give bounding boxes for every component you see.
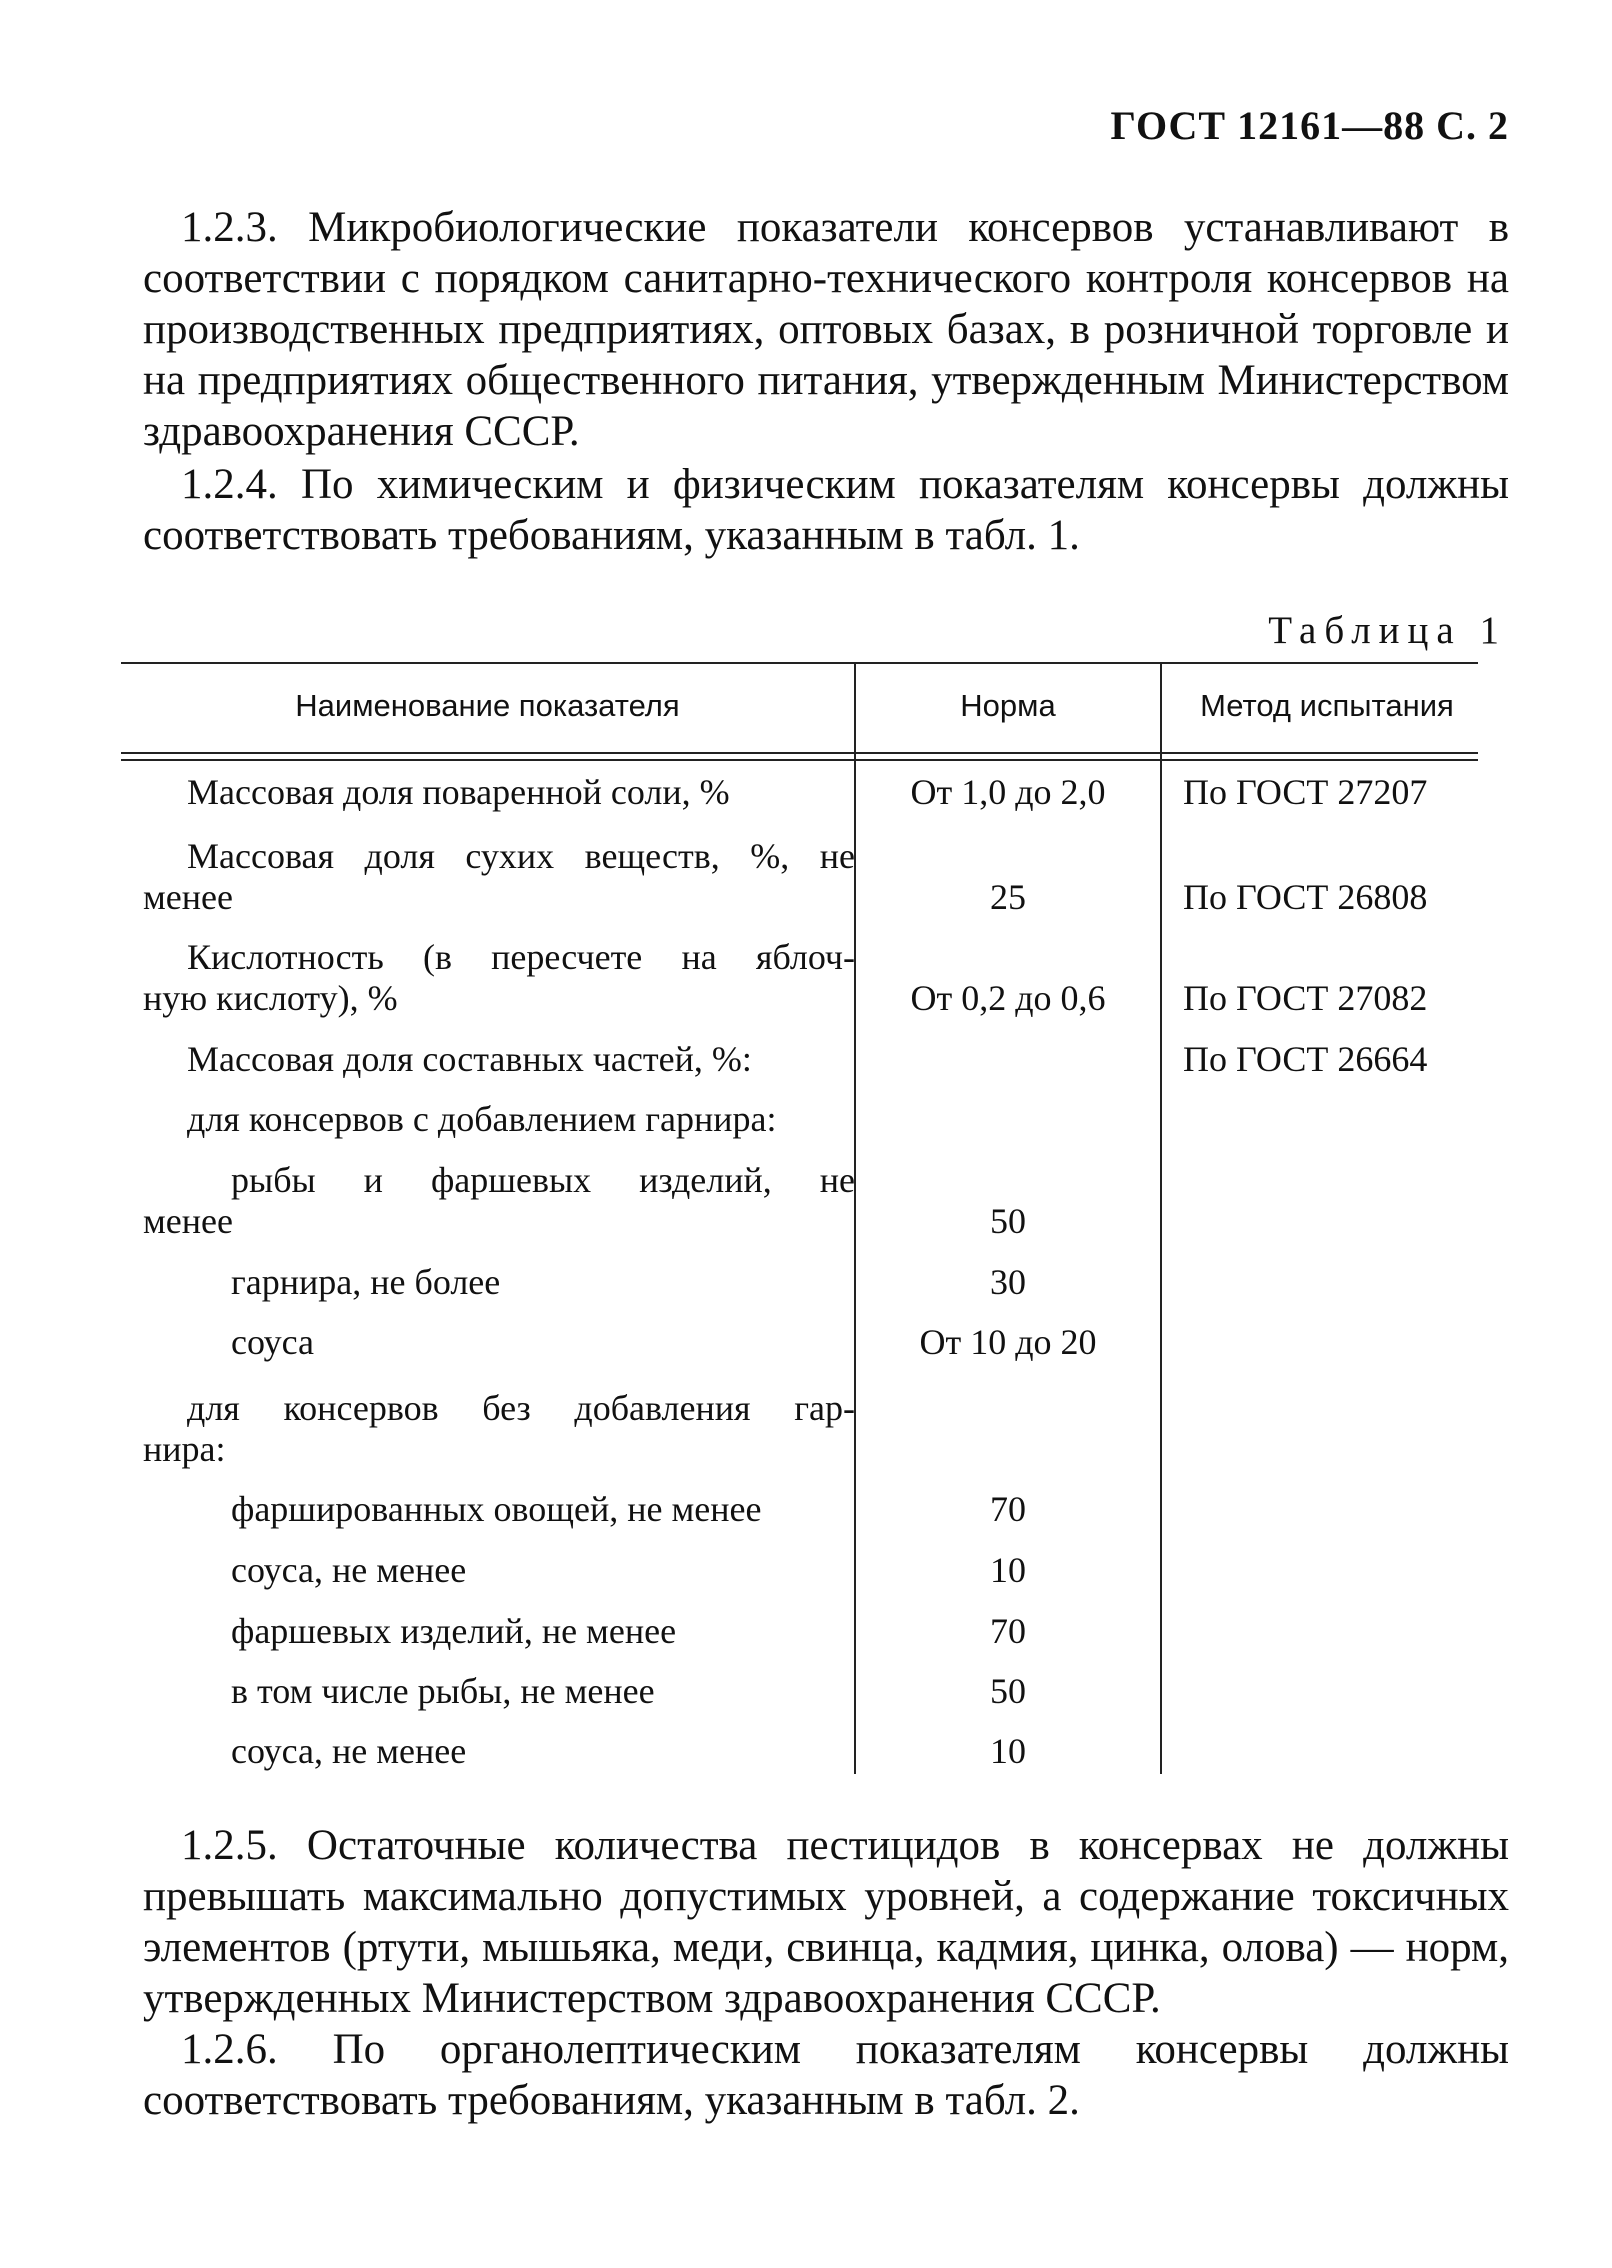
table-row-name: фаршированных овощей, не менее [231,1489,762,1529]
table-row-name: соуса [231,1322,315,1362]
paragraph-1-2-4: 1.2.4. По химическим и физическим показателям консервы должны соответствовать требованиям, указанным в табл. 1. [143,461,1509,559]
table-row-method: По ГОСТ 27207 [1183,772,1428,812]
table-row-name: для консервов с добавлением гарнира: [187,1099,777,1139]
table-row-method: По ГОСТ 26808 [1183,877,1428,917]
table-row-name: Массовая доля поваренной соли, % [187,772,730,812]
table-row-name-cont: менее [143,1201,233,1241]
paragraph-1-2-5: 1.2.5. Остаточные количества пестицидов в консервах не должны превышать максимально допустимых уровней, а содержание токсичных элементов (ртути, мышьяка, меди, свинца, кадмия, цинка, олова) — норм, утвержденных Министерством здравоохранения СССР. [143,1822,1509,2022]
table-row-name: Массовая доля сухих веществ, %, не [187,836,855,876]
table-row-name: Кислотность (в пересчете на яблоч- [187,937,855,977]
table-row-norm: 50 [990,1201,1026,1241]
table-row-name: Массовая доля составных частей, %: [187,1039,752,1079]
paragraph-1-2-3: 1.2.3. Микробиологические показатели консервов устанавливают в соответствии с порядком санитарно-технического контроля консервов на производственных предприятиях, оптовых базах, в розничной торговле и на предприятиях общественного питания, утвержденным Министерством здравоохранения СССР. [143,204,1509,455]
table-row-name: гарнира, не более [231,1262,501,1302]
table-row-method: По ГОСТ 26664 [1183,1039,1428,1079]
column-divider-2 [1160,662,1162,1774]
header-test-method: Метод испытания [1200,688,1454,723]
table-row-name: для консервов без добавления гар- [187,1388,855,1428]
table-row-name-cont: нира: [143,1429,226,1469]
document-reference: ГОСТ 12161—88 С. 2 [1110,103,1509,148]
table-row-norm: 10 [990,1731,1026,1771]
table-top-rule [121,662,1478,664]
table-row-name-cont: ную кислоту), % [143,978,398,1018]
table-row-method: По ГОСТ 27082 [1183,978,1428,1018]
table-row-norm: От 1,0 до 2,0 [910,772,1106,812]
table-row-name: соуса, не менее [231,1731,467,1771]
table-row-norm: 70 [990,1489,1026,1529]
table-caption: Таблица 1 [1268,609,1507,652]
table-row-norm: 50 [990,1671,1026,1711]
table-row-norm: 10 [990,1550,1026,1590]
table-row-norm: 70 [990,1611,1026,1651]
table-header-rule-double [121,759,1478,761]
table-row-norm: От 10 до 20 [919,1322,1097,1362]
header-indicator-name: Наименование показателя [295,688,680,723]
paragraph-1-2-6: 1.2.6. По органолептическим показателям консервы должны соответствовать требованиям, указанным в табл. 2. [143,2026,1509,2124]
table-row-name: фаршевых изделий, не менее [231,1611,677,1651]
table-header-rule [121,752,1478,754]
table-row-name: соуса, не менее [231,1550,467,1590]
table-row-name: в том числе рыбы, не менее [231,1671,655,1711]
table-row-norm: 30 [990,1262,1026,1302]
header-norm: Норма [960,688,1056,723]
table-row-name-cont: менее [143,877,233,917]
table-row-name: рыбы и фаршевых изделий, не [231,1160,855,1200]
table-row-norm: От 0,2 до 0,6 [910,978,1106,1018]
table-row-norm: 25 [990,877,1026,917]
